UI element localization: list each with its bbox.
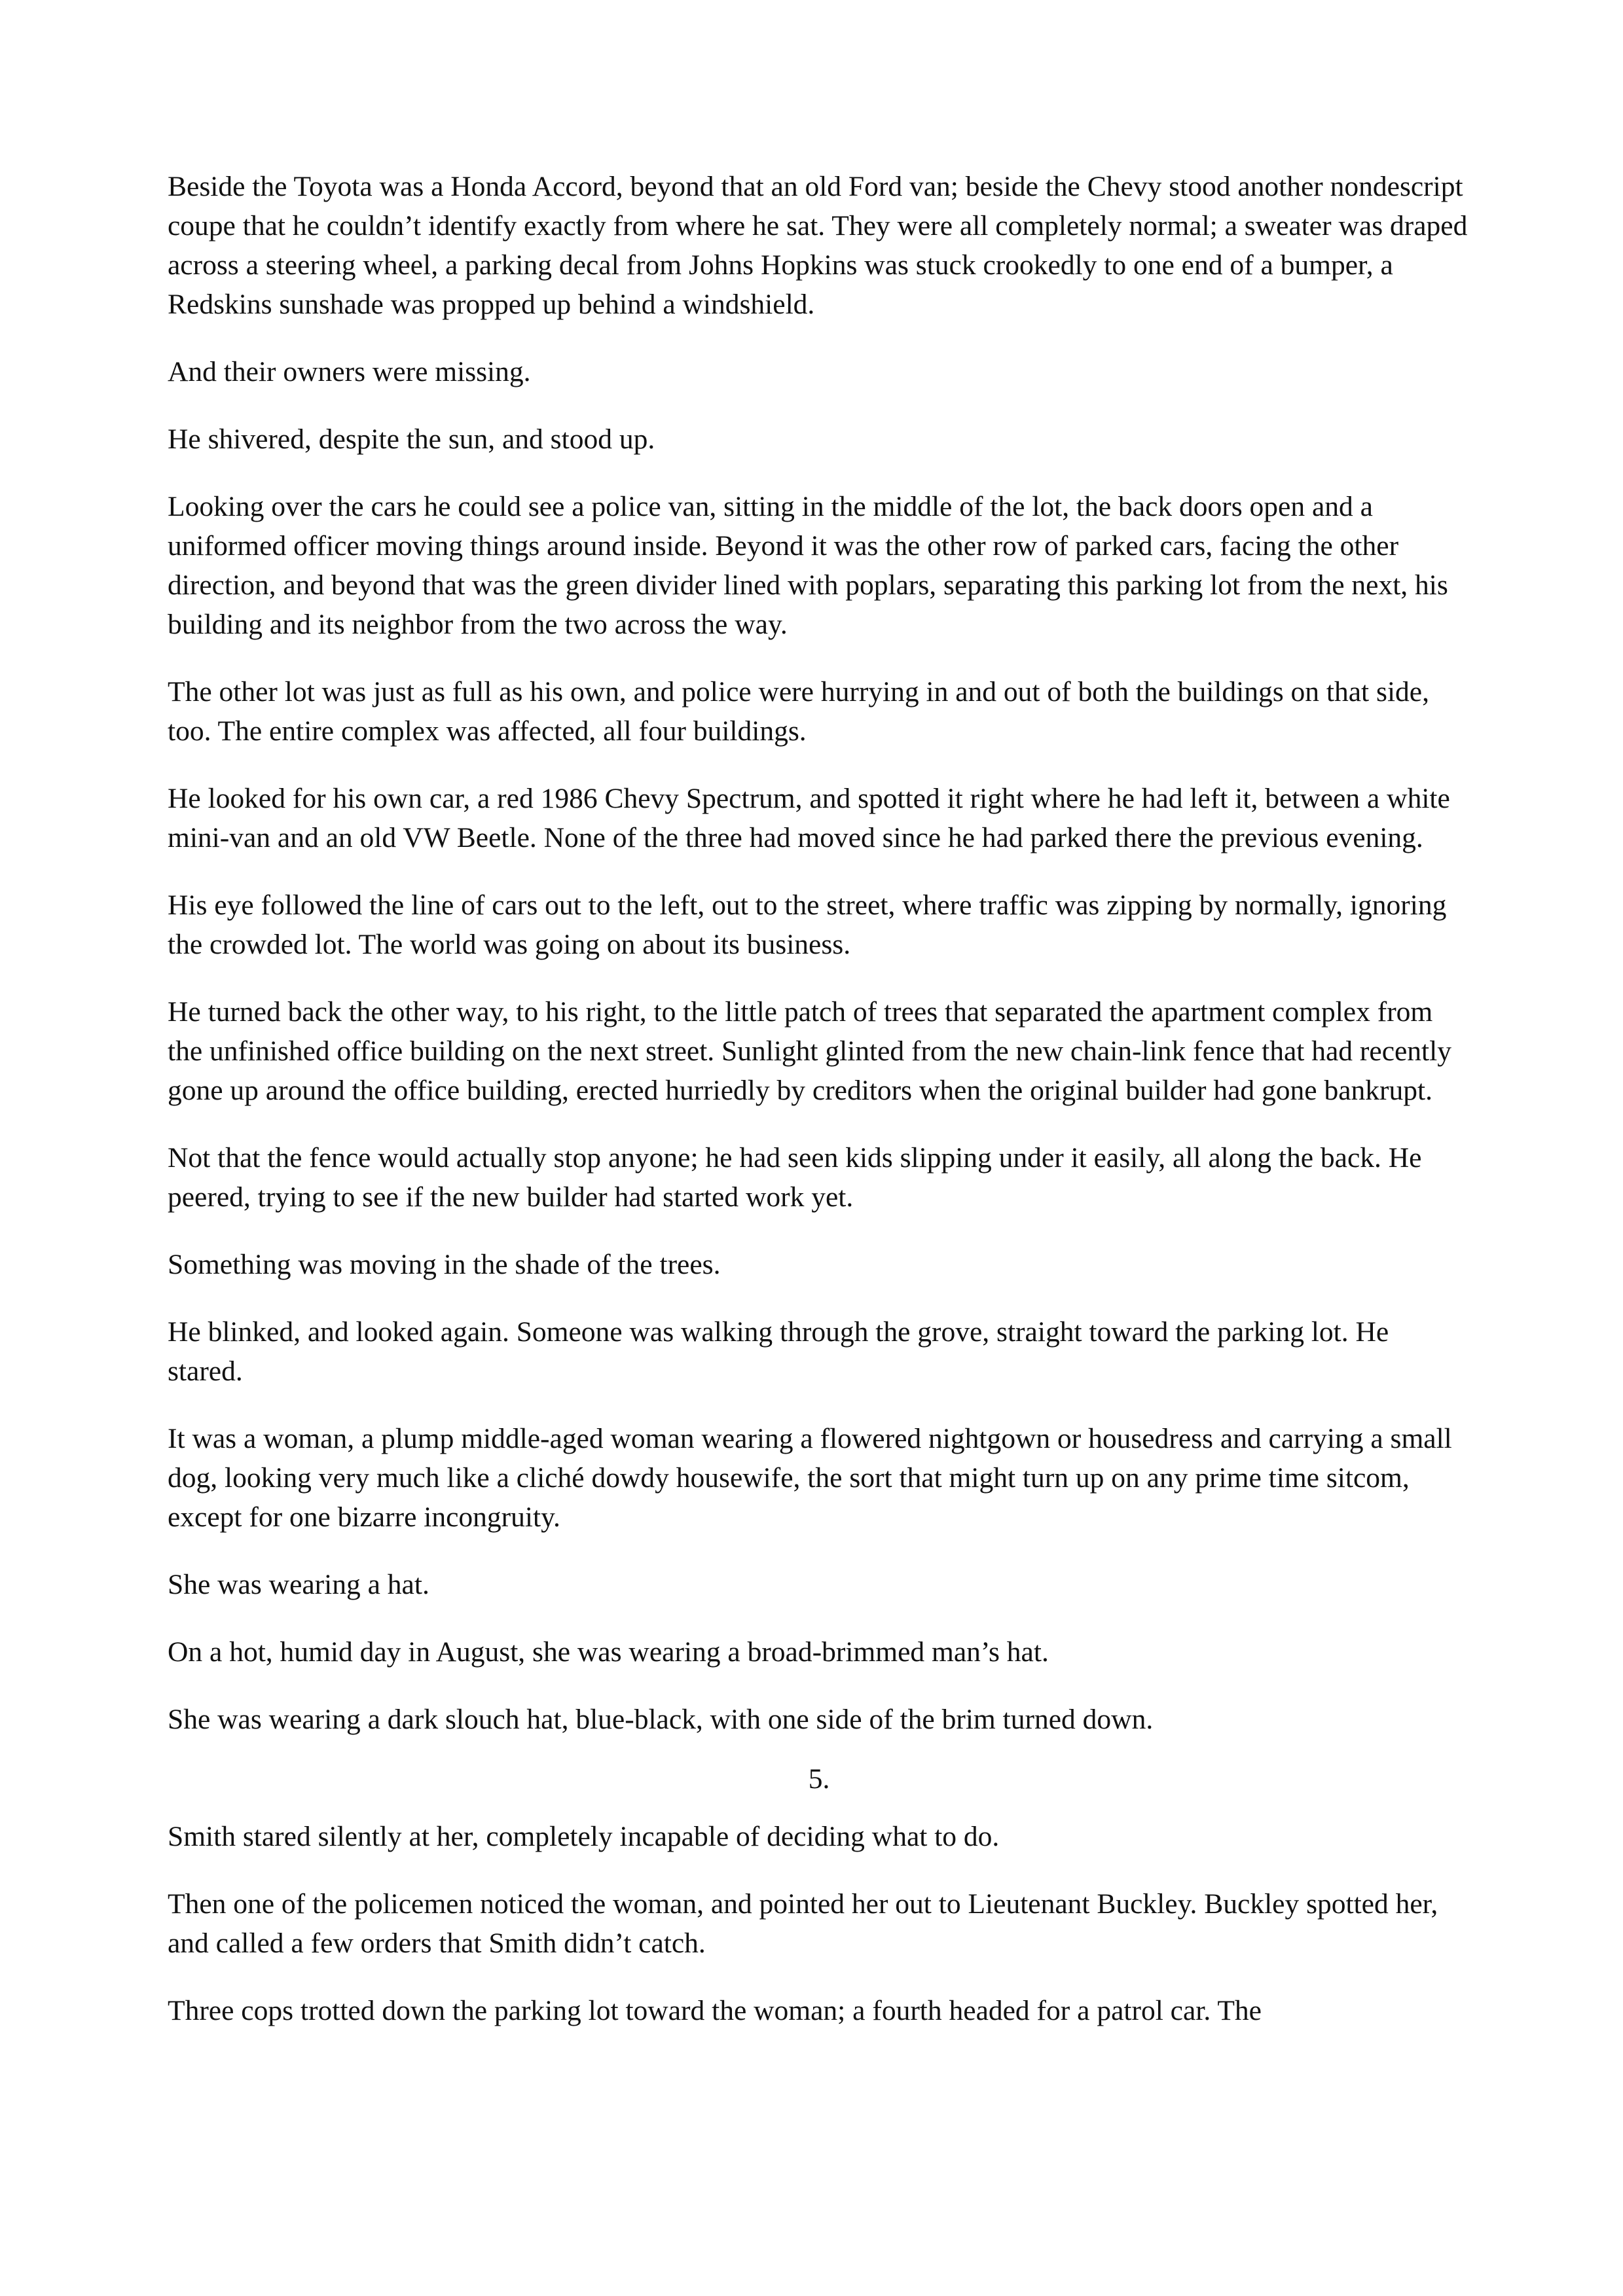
paragraph-5: The other lot was just as full as his own, and police were hurrying in and out of both the buildings on that side, too. The entire complex was affected, all four buildings. bbox=[168, 676, 1429, 747]
paragraph-4: Looking over the cars he could see a police van, sitting in the middle of the lot, the back doors open and a uniformed officer moving things around inside. Beyond it was the other row of parked cars, facing the other direction, and beyond that was the green divider lined with poplars, separating this parking lot from the next, his building and its neighbor from the two across the way. bbox=[168, 491, 1448, 640]
paragraph-3: He shivered, despite the sun, and stood up. bbox=[168, 423, 655, 455]
paragraph-12: It was a woman, a plump middle-aged woman wearing a flowered nightgown or housedress and carrying a small dog, looking very much like a cliché dowdy housewife, the sort that might turn up on any prime time sitcom, except for one bizarre incongruity. bbox=[168, 1423, 1452, 1533]
paragraph-1: Beside the Toyota was a Honda Accord, beyond that an old Ford van; beside the Chevy stood another nondescript coupe that he couldn’t identify exactly from where he sat. They were all completely normal; a sweater was draped across a steering wheel, a parking decal from Johns Hopkins was stuck crookedly to one end of a bumper, a Redskins sunshade was propped up behind a windshield. bbox=[168, 171, 1468, 320]
body-text bbox=[168, 167, 1470, 2058]
paragraph-11: He blinked, and looked again. Someone was walking through the grove, straight toward the parking lot. He stared. bbox=[168, 1316, 1389, 1387]
paragraph-8: He turned back the other way, to his right, to the little patch of trees that separated the apartment complex from the unfinished office building on the next street. Sunlight glinted from the new chain-link fence that had recently gone up around the office building, erected hurriedly by creditors when the original builder had gone bankrupt. bbox=[168, 996, 1451, 1106]
paragraph-9: Not that the fence would actually stop anyone; he had seen kids slipping under it easily, all along the back. He peered, trying to see if the new builder had started work yet. bbox=[168, 1142, 1422, 1213]
paragraph-13: She was wearing a hat. bbox=[168, 1569, 429, 1600]
section-number: 5. bbox=[808, 1763, 830, 1795]
paragraph-7: His eye followed the line of cars out to the left, out to the street, where traffic was zipping by normally, ignoring the crowded lot. The world was going on about its business. bbox=[168, 889, 1447, 960]
paragraph-15: She was wearing a dark slouch hat, blue-black, with one side of the brim turned down. bbox=[168, 1704, 1154, 1735]
paragraph-18: Three cops trotted down the parking lot toward the woman; a fourth headed for a patrol car. The bbox=[168, 1995, 1262, 2026]
paragraph-6: He looked for his own car, a red 1986 Chevy Spectrum, and spotted it right where he had left it, between a white mini-van and an old VW Beetle. None of the three had moved since he had parked there the previous evening. bbox=[168, 783, 1450, 853]
paragraph-16: Smith stared silently at her, completely incapable of deciding what to do. bbox=[168, 1821, 1000, 1852]
paragraph-14: On a hot, humid day in August, she was wearing a broad-brimmed man’s hat. bbox=[168, 1636, 1049, 1668]
paragraph-17: Then one of the policemen noticed the woman, and pointed her out to Lieutenant Buckley. Buckley spotted her, and called a few orders that Smith didn’t catch. bbox=[168, 1888, 1438, 1959]
paragraph-2: And their owners were missing. bbox=[168, 356, 531, 387]
paragraph-10: Something was moving in the shade of the trees. bbox=[168, 1249, 721, 1280]
